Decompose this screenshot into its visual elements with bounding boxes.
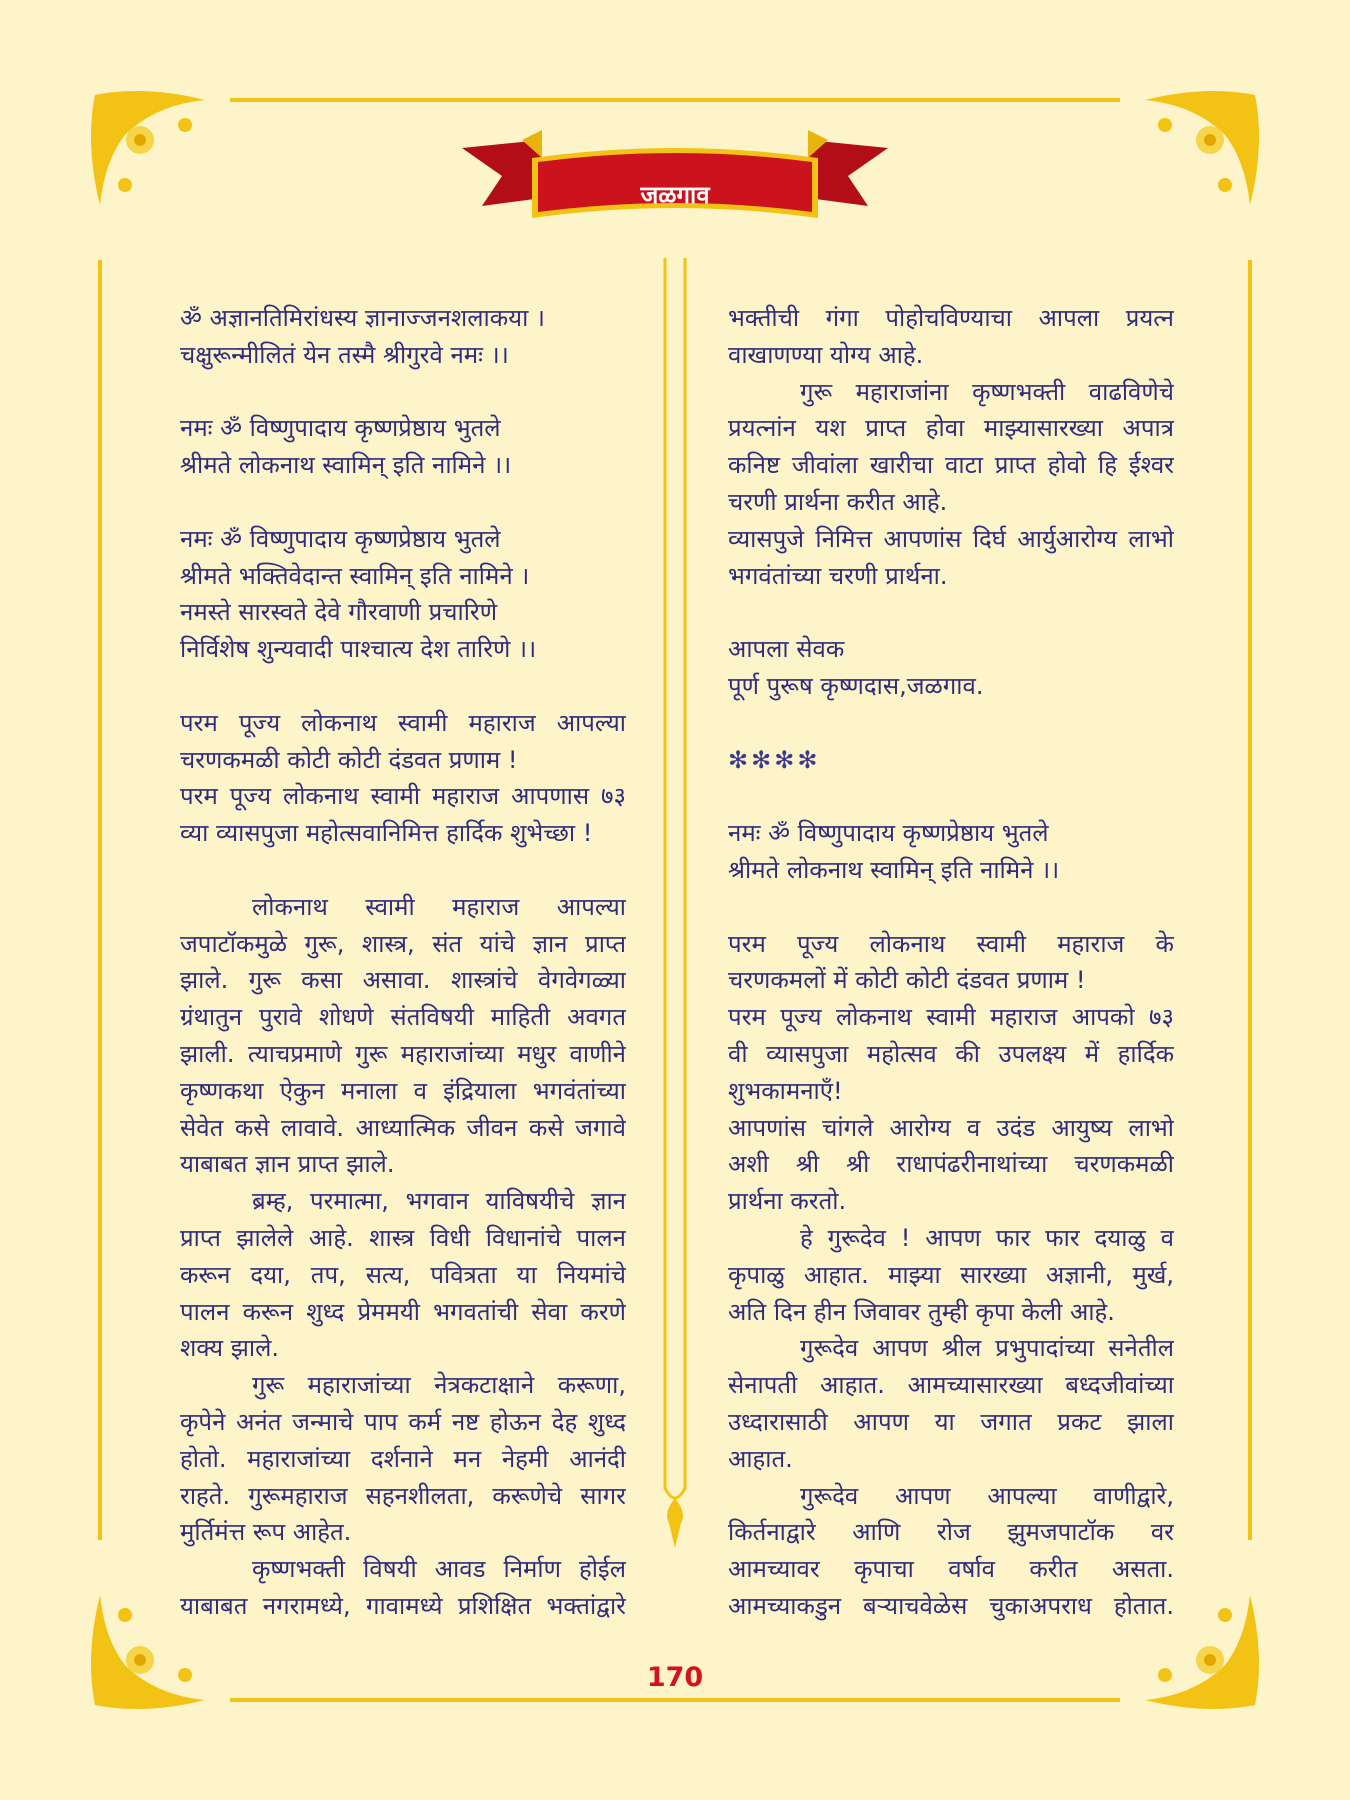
- text-line: राहते. गुरूमहाराज सहनशीलता, करूणेचे सागर: [180, 1481, 626, 1510]
- blank-line: [180, 484, 626, 521]
- column-divider: [661, 258, 689, 1548]
- text-line: चक्षुरून्मीलितं येन तस्मै श्रीगुरवे नमः ।।: [180, 340, 509, 369]
- text-line: ॐ अज्ञानतिमिरांधस्य ज्ञानाज्जनशलाकया ।: [180, 304, 546, 332]
- text-line: चरणकमळी कोटी कोटी दंडवत प्रणाम !: [180, 745, 518, 774]
- text-line: याबाबत नगरामध्ये, गावामध्ये प्रशिक्षित भक्तांद्वारे: [180, 1591, 626, 1620]
- text-line: चरणी प्रार्थना करीत आहे.: [728, 487, 948, 516]
- frame-top-line: [230, 98, 1120, 102]
- text-line: झाली. त्याचप्रमाणे गुरू महाराजांच्या मधुर वाणीने: [180, 1039, 626, 1068]
- text-line: गुरू महाराजांच्या नेत्रकटाक्षाने करूणा,: [252, 1371, 626, 1400]
- text-line: सेवेत कसे लावावे. आध्यात्मिक जीवन कसे जगावे: [180, 1113, 626, 1142]
- text-line: नमः ॐ विष्णुपादाय कृष्णप्रेष्ठाय भुतले: [728, 819, 1049, 848]
- text-line: कनिष्ट जीवांला खारीचा वाटा प्राप्त होवो हि ईश्वर: [728, 451, 1174, 480]
- text-line: नमः ॐ विष्णुपादाय कृष्णप्रेष्ठाय भुतले: [180, 414, 501, 443]
- blank-line: [180, 668, 626, 705]
- text-line: निर्विशेष शुन्यवादी पाश्चात्य देश तारिणे ।।: [180, 635, 537, 664]
- text-line: शक्य झाले.: [180, 1334, 279, 1363]
- right-column: [728, 300, 1174, 1625]
- text-line: गुरू महाराजांना कृष्णभक्ती वाढविणेचे: [800, 377, 1174, 406]
- text-line: झाले. गुरू कसा असावा. शास्त्रांचे वेगवेगळ्या: [180, 966, 626, 995]
- text-line: प्राप्त झालेले आहे. शास्त्र विधी विधानांचे पालन: [180, 1223, 626, 1252]
- text-line: वाखाणण्या योग्य आहे.: [728, 340, 924, 369]
- text-line: पालन करून शुध्द प्रेममयी भगवतांची सेवा करणे: [180, 1297, 626, 1326]
- text-line: कृपेने अनंत जन्माचे पाप कर्म नष्ट होऊन देह शुध्द: [180, 1407, 626, 1436]
- text-line: किर्तनाद्वारे आणि रोज झुमजपाटॉक वर: [728, 1518, 1174, 1547]
- text-line: गुरूदेव आपण आपल्या वाणीद्वारे,: [800, 1481, 1174, 1510]
- text-line: कृष्णकथा ऐकुन मनाला व इंद्रियाला भगवंतांच्या: [180, 1076, 626, 1105]
- text-line: पूर्ण पुरूष कृष्णदास,जळगाव.: [728, 671, 984, 700]
- text-line: लोकनाथ स्वामी महाराज आपल्या: [252, 892, 626, 921]
- text-line: चरणकमलों में कोटी कोटी दंडवत प्रणाम !: [728, 966, 1086, 995]
- text-line: भगवंतांच्या चरणी प्रार्थना.: [728, 561, 948, 590]
- corner-ornament-top-right: [1135, 85, 1265, 215]
- left-column: [180, 300, 626, 1625]
- text-line: याबाबत ज्ञान प्राप्त झाले.: [180, 1150, 395, 1179]
- blank-line: [180, 852, 626, 889]
- text-line: परम पूज्य लोकनाथ स्वामी महाराज आपल्या: [180, 708, 626, 737]
- text-line: आमच्यावर कृपाचा वर्षाव करीत असता.: [728, 1555, 1174, 1584]
- text-line: हे गुरूदेव ! आपण फार फार दयाळु व: [800, 1223, 1174, 1252]
- text-line: श्रीमते भक्तिवेदान्त स्वामिन् इति नामिने ।: [180, 561, 530, 590]
- text-line: वी व्यासपुजा महोत्सव की उपलक्ष्य में हार्दिक: [728, 1039, 1174, 1068]
- text-line: श्रीमते लोकनाथ स्वामिन् इति नामिने ।।: [728, 855, 1060, 884]
- text-line: गुरूदेव आपण श्रील प्रभुपादांच्या सनेतील: [800, 1334, 1174, 1363]
- text-line: आपणांस चांगले आरोग्य व उदंड आयुष्य लाभो: [728, 1113, 1174, 1142]
- corner-ornament-top-left: [85, 85, 215, 215]
- text-line: आपला सेवक: [728, 635, 845, 664]
- text-line: करून दया, तप, सत्य, पवित्रता या नियमांचे: [180, 1260, 626, 1289]
- text-line: अशी श्री श्री राधापंढरीनाथांच्या चरणकमळी: [728, 1150, 1174, 1179]
- text-line: प्रार्थना करतो.: [728, 1187, 847, 1216]
- text-line: ब्रम्ह, परमात्मा, भगवान याविषयीचे ज्ञान: [252, 1187, 626, 1216]
- text-line: परम पूज्य लोकनाथ स्वामी महाराज के: [728, 929, 1174, 958]
- text-line: कृष्णभक्ती विषयी आवड निर्माण होईल: [252, 1555, 626, 1584]
- text-line: ग्रंथातुन पुरावे शोधणे संतविषयी माहिती अवगत: [180, 1003, 626, 1032]
- text-line: होतो. महाराजांच्या दर्शनाने मन नेहमी आनंदी: [180, 1444, 626, 1473]
- text-line: परम पूज्य लोकनाथ स्वामी महाराज आपणास ७३: [180, 782, 626, 811]
- text-line: प्रयत्नांन यश प्राप्त होवा माझ्यासारख्या अपात्र: [728, 414, 1174, 443]
- text-line: नमस्ते सारस्वते देवे गौरवाणी प्रचारिणे: [180, 598, 498, 627]
- text-line: उध्दारासाठी आपण या जगात प्रकट झाला: [728, 1407, 1174, 1436]
- text-line: नमः ॐ विष्णुपादाय कृष्णप्रेष्ठाय भुतले: [180, 524, 501, 553]
- blank-line: [180, 374, 626, 411]
- text-line: आमच्याकडुन बऱ्याचवेळेस चुकाअपराध होतात.: [728, 1591, 1174, 1620]
- blank-line: [728, 889, 1174, 926]
- text-line: भक्तीची गंगा पोहोचविण्याचा आपला प्रयत्न: [728, 304, 1174, 332]
- text-line: व्यासपुजे निमित्त आपणांस दिर्घ आर्युआरोग्य लाभो: [728, 524, 1174, 553]
- page-title: जळगाव: [640, 181, 710, 209]
- blank-line: [728, 705, 1174, 742]
- frame-right-line: [1248, 260, 1252, 1540]
- blank-line: [728, 778, 1174, 815]
- blank-line: [728, 594, 1174, 631]
- section-separator: ✻✻✻✻: [728, 745, 821, 774]
- text-line: मुर्तिमंत्त रूप आहेत.: [180, 1518, 352, 1547]
- text-line: अति दिन हीन जिवावर तुम्ही कृपा केली आहे.: [728, 1297, 1115, 1326]
- text-line: श्रीमते लोकनाथ स्वामिन् इति नामिने ।।: [180, 451, 512, 480]
- frame-bottom-line: [230, 1698, 1120, 1702]
- text-line: जपाटॉकमुळे गुरू, शास्त्र, संत यांचे ज्ञान प्राप्त: [180, 929, 626, 958]
- text-line: सेनापती आहात. आमच्यासारख्या बध्दजीवांच्या: [728, 1371, 1174, 1400]
- text-line: व्या व्यासपुजा महोत्सवानिमित्त हार्दिक शुभेच्छा !: [180, 819, 593, 848]
- text-line: परम पूज्य लोकनाथ स्वामी महाराज आपको ७३: [728, 1003, 1174, 1032]
- text-line: शुभकामनाएँ!: [728, 1076, 843, 1105]
- page-number: 170: [646, 1662, 704, 1693]
- text-line: आहात.: [728, 1444, 793, 1473]
- text-line: कृपाळु आहात. माझ्या सारख्या अज्ञानी, मुर्ख,: [728, 1260, 1174, 1289]
- frame-left-line: [98, 260, 102, 1540]
